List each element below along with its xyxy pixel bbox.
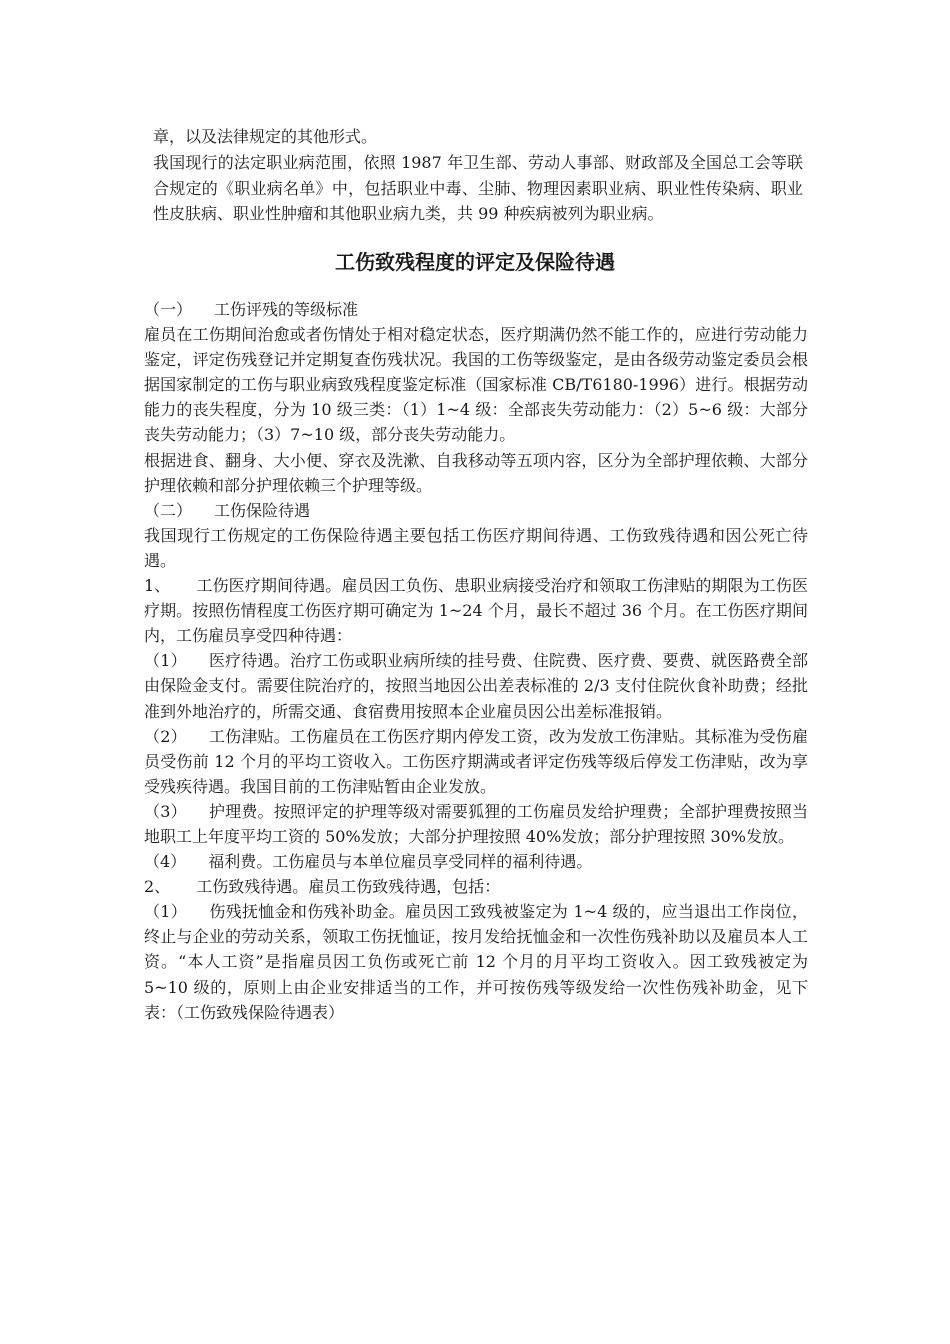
sub-item-4 xyxy=(144,849,808,874)
sub-item-4-number: （4） xyxy=(144,852,187,872)
sub-item-1-number: （1） xyxy=(144,651,187,671)
sub-item-3 xyxy=(144,799,808,849)
sub-item-4-text: 福利费。工伤雇员与本单位雇员享受同样的福利待遇。 xyxy=(208,852,593,872)
section-title: 工伤致残程度的评定及保险待遇 xyxy=(335,250,615,274)
list-item-1-text: 工伤医疗期间待遇。雇员因工负伤、患职业病接受治疗和领取工伤津贴的期限为工伤医疗期。按照伤情程度工伤医疗期可确定为 1~24 个月，最长不超过 36 个月。在工伤医疗期间内，工伤雇员享受四种待遇： xyxy=(144,576,808,646)
intro-paragraph-1: 章，以及法律规定的其他形式。 xyxy=(153,127,378,146)
list-item-1 xyxy=(144,573,808,648)
list-item-2-text: 工伤致残待遇。雇员工伤致残待遇，包括： xyxy=(196,877,501,897)
sub-item-5-text: 伤残抚恤金和伤残补助金。雇员因工致残被鉴定为 1~4 级的，应当退出工作岗位，终止与企业的劳动关系，领取工伤抚恤证，按月发给抚恤金和一次性伤残补助以及雇员本人工资。“本人工资”是指雇员因工负伤或死亡前 12 个月的月平均工资收入。因工致残被定为 5~10 级的，原则上由企业安排适当的工作，并可按伤残等级发给一次性伤残补助金，见下表：（工伤致残保险待遇表） xyxy=(144,902,808,1022)
sub-item-1 xyxy=(144,648,808,723)
sub-item-5 xyxy=(144,899,808,1024)
sub-item-2-number: （2） xyxy=(144,726,187,746)
list-item-1-number: 1、 xyxy=(144,576,171,596)
section-1-title: 工伤评残的等级标准 xyxy=(214,300,359,319)
list-item-2 xyxy=(144,874,808,899)
section-2-title: 工伤保险待遇 xyxy=(214,500,311,520)
sub-item-3-text: 护理费。按照评定的护理等级对需要狐狸的工伤雇员发给护理费；全部护理费按照当地职工上年度平均工资的 50%发放；大部分护理按照 40%发放；部分护理按照 30%发放。 xyxy=(144,801,808,846)
section-1-number: （一） xyxy=(144,300,193,319)
sub-item-5-number: （1） xyxy=(144,902,188,922)
section-2-number: （二） xyxy=(144,500,193,520)
intro-paragraph-2: 我国现行的法定职业病范围，依照 1987 年卫生部、劳动人事部、财政部及全国总工会等联合规定的《职业病名单》中，包括职业中毒、尘肺、物理因素职业病、职业性传染病、职业性皮肤病、职业性肿瘤和其他职业病九类，共 99 种疾病被列为职业病。 xyxy=(153,152,803,224)
intro-block xyxy=(153,124,803,227)
sub-item-2 xyxy=(144,724,808,799)
section-2-heading xyxy=(144,498,808,523)
section-1-heading xyxy=(144,297,808,322)
sub-item-3-number: （3） xyxy=(144,801,187,821)
list-item-2-number: 2、 xyxy=(144,877,171,897)
section-2-paragraph-1: 我国现行工伤规定的工伤保险待遇主要包括工伤医疗期间待遇、工伤致残待遇和因公死亡待遇。 xyxy=(144,525,808,570)
sub-item-2-text: 工伤津贴。工伤雇员在工伤医疗期内停发工资，改为发放工伤津贴。其标准为受伤雇员受伤前 12 个月的平均工资收入。工伤医疗期满或者评定伤残等级后停发工伤津贴，改为享受残疾待遇。我国目前的工伤津贴暂由企业发放。 xyxy=(144,726,808,796)
sub-item-1-text: 医疗待遇。治疗工伤或职业病所续的挂号费、住院费、医疗费、要费、就医路费全部由保险金支付。需要住院治疗的，按照当地因公出差表标准的 2/3 支付住院伙食补助费；经批准到外地治疗的，所需交通、食宿费用按照本企业雇员因公出差标准报销。 xyxy=(144,651,808,721)
section-1-paragraph-1: 雇员在工伤期间治愈或者伤情处于相对稳定状态，医疗期满仍然不能工作的，应进行劳动能力鉴定，评定伤残登记并定期复查伤残状况。我国的工伤等级鉴定，是由各级劳动鉴定委员会根据国家制定的工伤与职业病致残程度鉴定标准（国家标准 CB/T6180-1996）进行。根据劳动能力的丧失程度，分为 10 级三类：（1）1~4 级：全部丧失劳动能力：（2）5~6 级：大部分丧失劳动能力；（3）7~10 级，部分丧失劳动能力。 xyxy=(144,325,808,445)
body-block xyxy=(144,297,808,1025)
section-1-paragraph-2: 根据进食、翻身、大小便、穿衣及洗漱、自我移动等五项内容，区分为全部护理依赖、大部分护理依赖和部分护理依赖三个护理等级。 xyxy=(144,450,808,495)
